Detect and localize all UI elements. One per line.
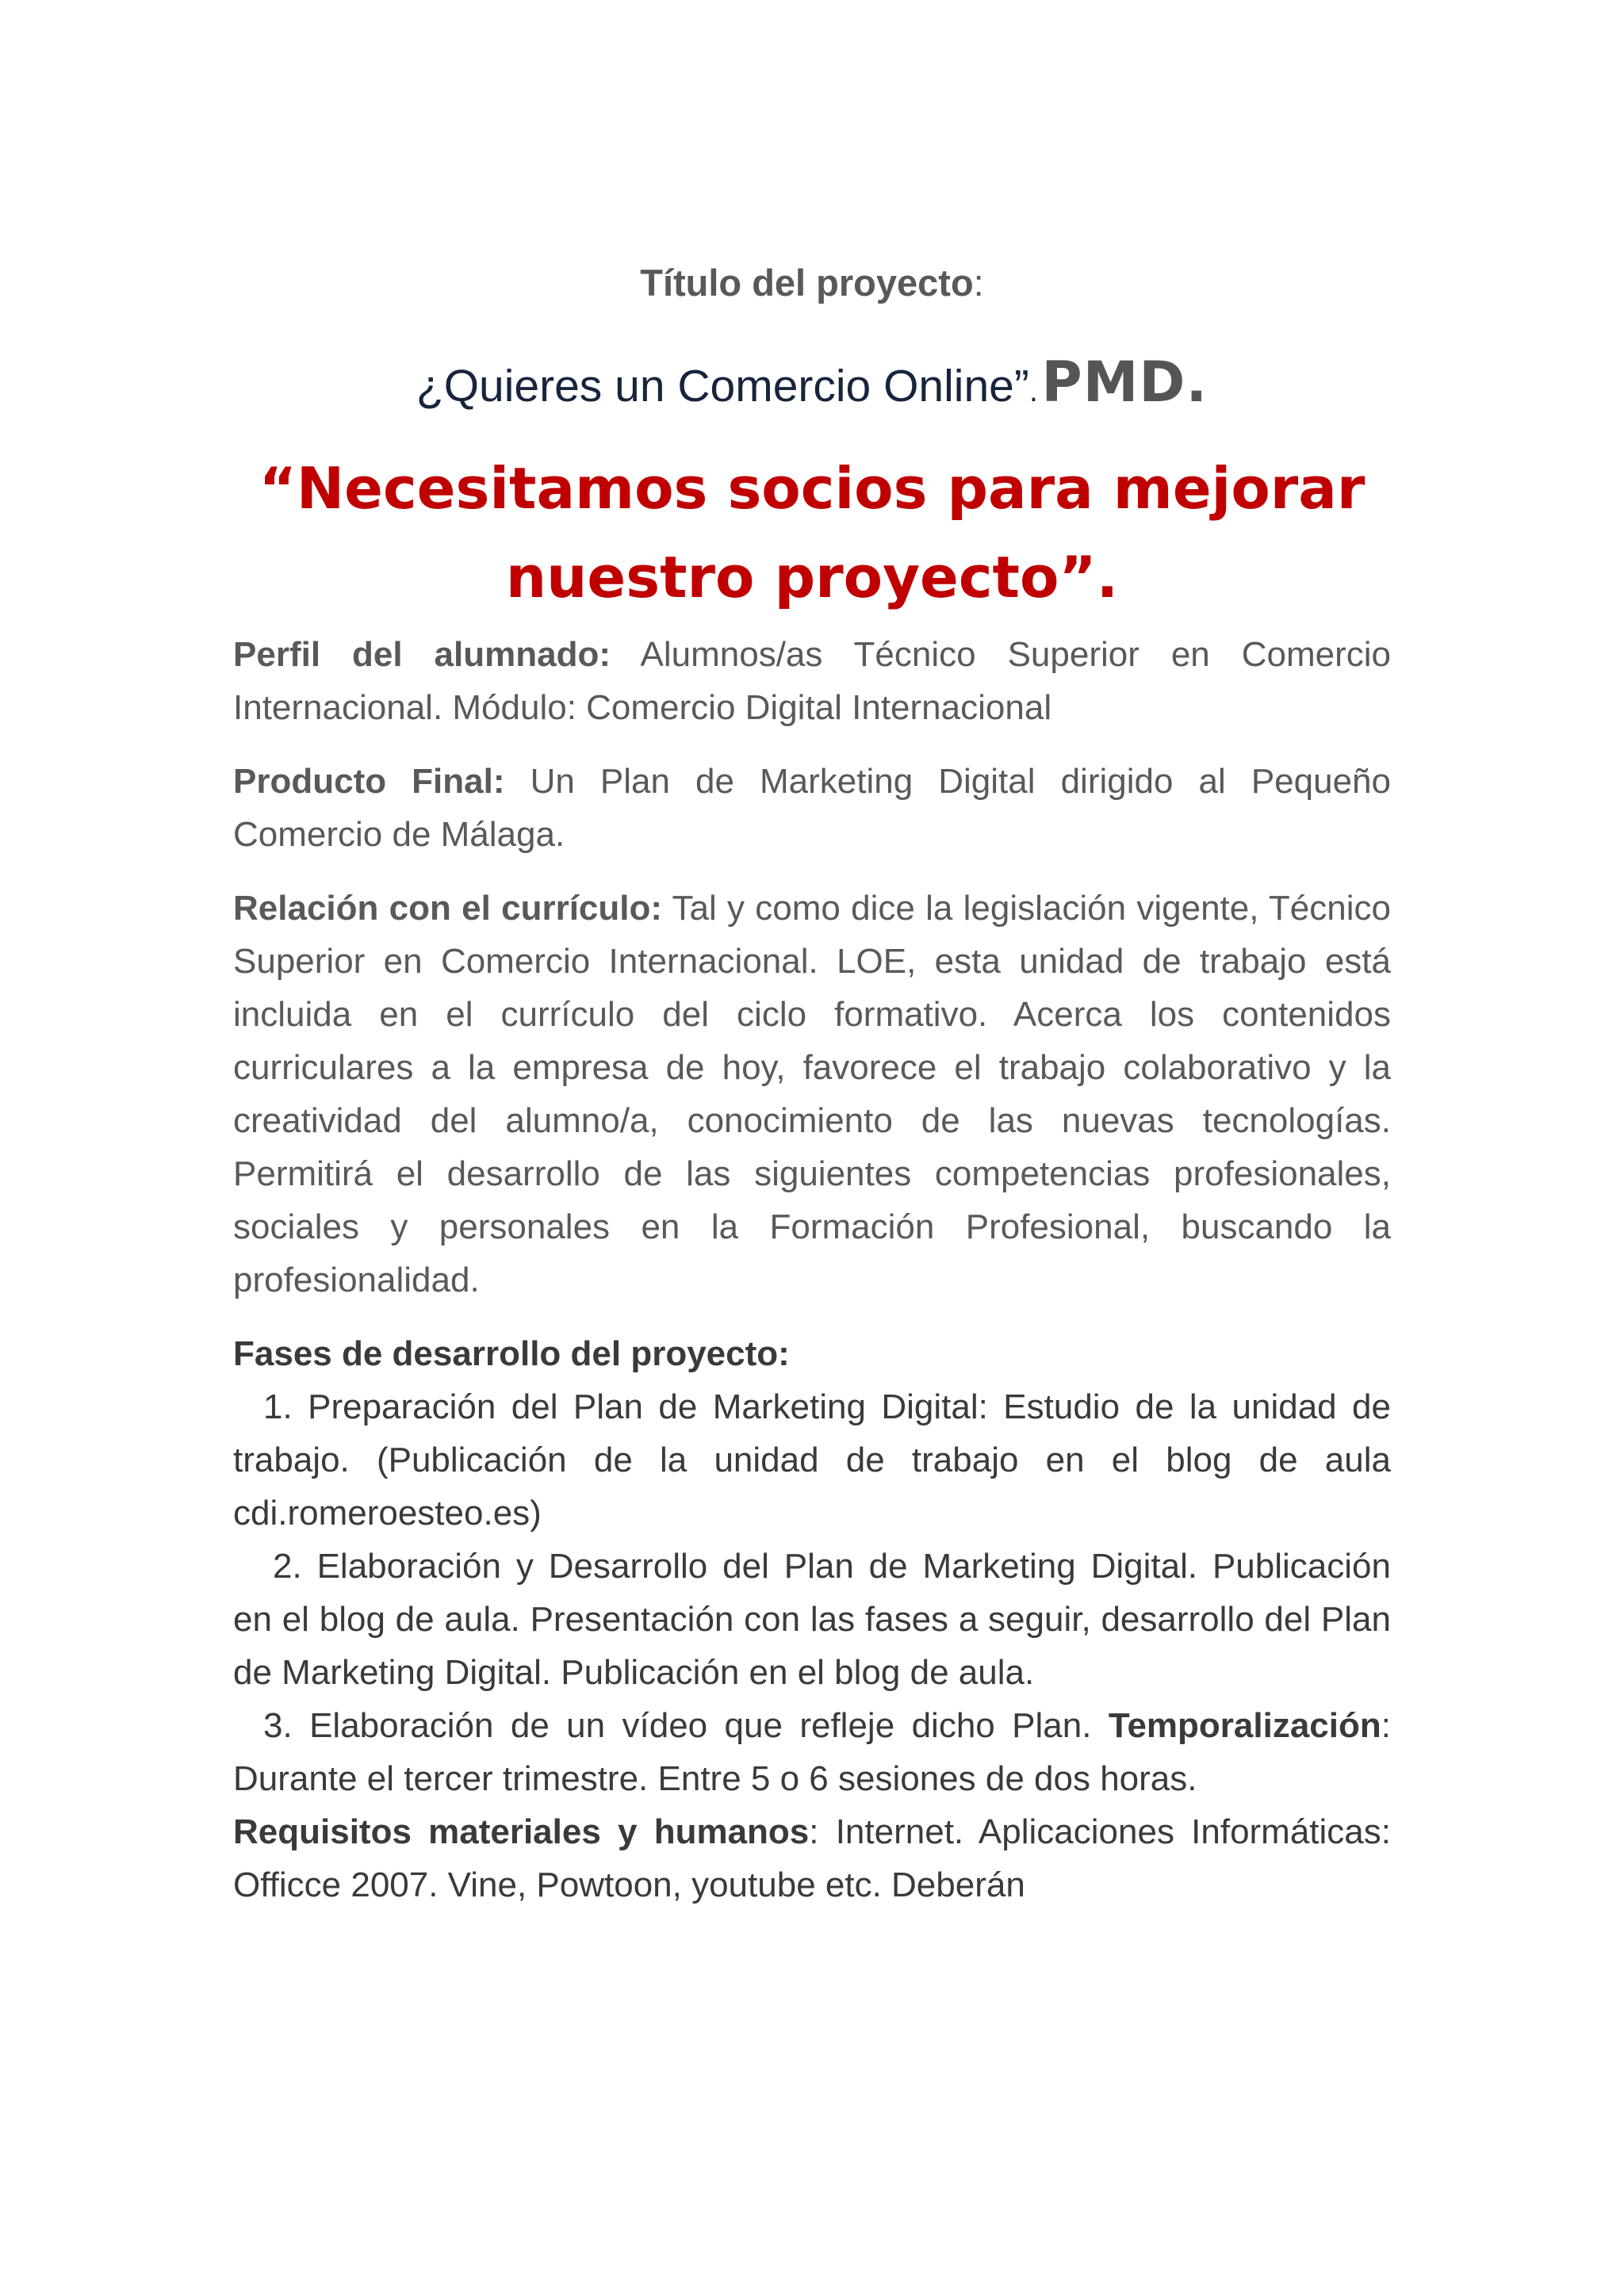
fases-heading: Fases de desarrollo del proyecto: <box>233 1334 790 1373</box>
subtitle-abbreviation: PMD. <box>1041 350 1208 415</box>
subtitle-question: ¿Quieres un Comercio Online” <box>416 361 1029 411</box>
temporalizacion-label: Temporalización <box>1108 1706 1381 1745</box>
fase-item-3 <box>233 1699 1391 1805</box>
perfil-paragraph <box>233 628 1391 734</box>
requisitos-text: : Internet. Aplicaciones Informáticas: Officce 2007. Vine, Powtoon, youtube etc. Deberán <box>233 1812 1392 1904</box>
requisitos-label: Requisitos materiales y humanos <box>233 1812 810 1851</box>
requisitos-paragraph <box>233 1805 1391 1911</box>
producto-text: Un Plan de Marketing Digital dirigido al Pequeño Comercio de Málaga. <box>233 762 1391 854</box>
project-title-label-text: Título del proyecto <box>640 262 974 304</box>
relacion-paragraph <box>233 882 1391 1307</box>
producto-label: Producto Final: <box>233 762 505 801</box>
fase-item-2: 2. Elaboración y Desarrollo del Plan de Marketing Digital. Publicación en el blog de aula. Presentación con las fases a seguir, desarrollo del Plan de Marketing Digital. Publicación en el blog de aula. <box>233 1547 1391 1692</box>
temporalizacion-text: : Durante el tercer trimestre. Entre 5 o 6 sesiones de dos horas. <box>233 1706 1391 1798</box>
project-title-colon: : <box>973 262 984 304</box>
project-subtitle <box>0 342 1624 438</box>
document-body <box>233 628 1391 1911</box>
perfil-label: Perfil del alumnado: <box>233 635 611 674</box>
fase-item-1: 1. Preparación del Plan de Marketing Digital: Estudio de la unidad de trabajo. (Publicación de la unidad de trabajo en el blog de aula cdi.romeroesteo.es) <box>233 1387 1391 1533</box>
fase-item-3-text: 3. Elaboración de un vídeo que refleje dicho Plan. <box>263 1706 1092 1745</box>
project-headline <box>0 444 1624 622</box>
perfil-text: Alumnos/as Técnico Superior en Comercio Internacional. Módulo: Comercio Digital Internacional <box>233 635 1392 727</box>
subtitle-dot: . <box>1028 373 1038 408</box>
relacion-text: Tal y como dice la legislación vigente, Técnico Superior en Comercio Internacional. LOE, esta unidad de trabajo está incluida en el currículo del ciclo formativo. Acerca los contenidos curriculares a la empresa de hoy, favorece el trabajo colaborativo y la creatividad del alumno/a, conocimiento de las nuevas tecnologías. Permitirá el desarrollo de las siguientes competencias profesionales, sociales y personales en la Formación Profesional, buscando la profesionalidad. <box>233 889 1391 1299</box>
project-title-label <box>0 255 1624 311</box>
headline-line-1: “Necesitamos socios para mejorar <box>259 455 1365 522</box>
producto-paragraph <box>233 755 1391 861</box>
headline-line-2: nuestro proyecto”. <box>505 544 1119 610</box>
relacion-label: Relación con el currículo: <box>233 889 663 928</box>
